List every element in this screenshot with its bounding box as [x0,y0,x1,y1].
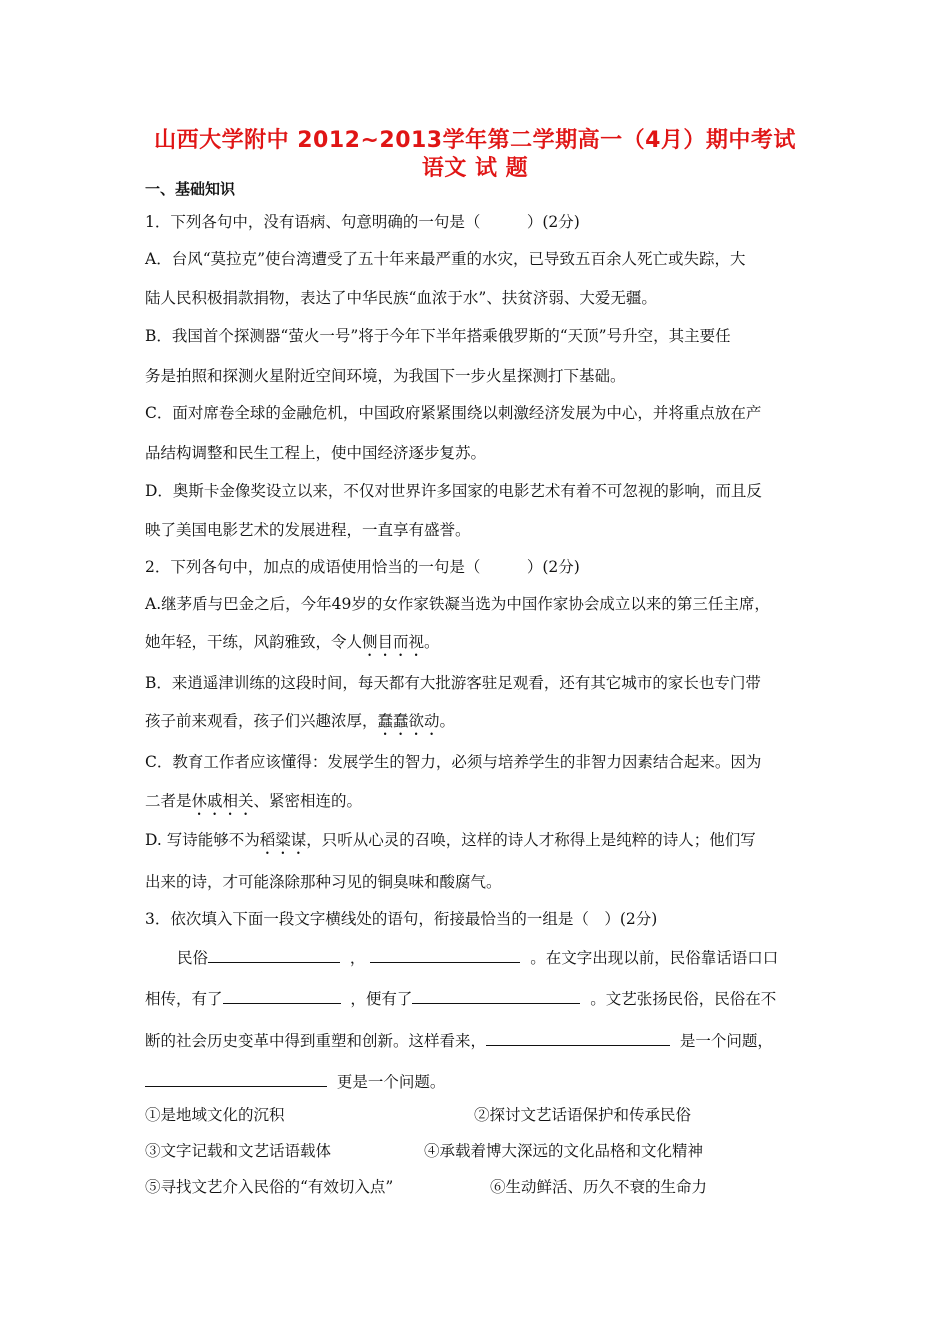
q2-option-b-line2: 孩子前来观看，孩子们兴趣浓厚，蠢蠢欲动。 [145,712,456,730]
fill-blank [486,1029,670,1046]
q3-choice-5: ⑤寻找文艺介入民俗的“有效切入点” [145,1178,394,1196]
q1-stem: 1．下列各句中，没有语病、句意明确的一句是（ ）(2分) [145,213,580,231]
section-heading: 一、基础知识 [145,180,236,198]
q3-choice-3: ③文字记载和文艺话语载体 [145,1142,332,1160]
q3-choice-6: ⑥生动鲜活、历久不衰的生命力 [490,1178,708,1196]
q2-option-a-line1: A.继茅盾与巴金之后，今年49岁的女作家铁凝当选为中国作家协会成立以来的第三任主席， [145,595,770,613]
q1-option-a-line1: A．台风“莫拉克”使台湾遭受了五十年来最严重的水灾，已导致五百余人死亡或失踪，大 [145,250,746,268]
fill-blank [223,987,341,1004]
dotted-idiom: 侧目而视 [362,633,425,651]
q2-option-b-line1: B．来逍遥津训练的这段时间，每天都有大批游客驻足观看，还有其它城市的家长也专门带 [145,674,761,692]
q3-choice-4: ④承载着博大深远的文化品格和文化精神 [424,1142,704,1160]
q1-option-b-line2: 务是拍照和探测火星附近空间环境，为我国下一步火星探测打下基础。 [145,367,626,385]
fill-blank [412,987,580,1004]
q2-option-c-line1: C．教育工作者应该懂得：发展学生的智力，必须与培养学生的非智力因素结合起来。因为 [145,753,762,771]
q1-option-c-line2: 品结构调整和民生工程上，使中国经济逐步复苏。 [145,444,487,462]
q1-option-d-line1: D．奥斯卡金像奖设立以来，不仅对世界许多国家的电影艺术有着不可忽视的影响，而且反 [145,482,762,500]
dotted-idiom: 稻粱谋 [259,831,307,849]
q2-stem: 2．下列各句中，加点的成语使用恰当的一句是（ ）(2分) [145,558,580,576]
q2-option-d-line1: D. 写诗能够不为稻粱谋，只听从心灵的召唤，这样的诗人才称得上是纯粹的诗人；他们写 [145,831,756,849]
exam-title: 山西大学附中 2012~2013学年第二学期高一（4月）期中考试 [154,128,796,153]
q3-passage-line1: 民俗 ， 。在文字出现以前，民俗靠话语口口 [177,946,778,968]
q1-option-a-line2: 陆人民积极捐款捐物，表达了中华民族“血浓于水”、扶贫济弱、大爱无疆。 [145,289,657,307]
q3-choice-2: ②探讨文艺话语保护和传承民俗 [474,1106,692,1124]
dotted-idiom: 蠢蠢欲动 [377,712,440,730]
dotted-idiom: 休戚相关 [191,792,254,810]
q3-passage-line2: 相传，有了 ，便有了 。文艺张扬民俗，民俗在不 [145,987,776,1009]
q1-option-b-line1: B．我国首个探测器“萤火一号”将于今年下半年搭乘俄罗斯的“天顶”号升空，其主要任 [145,327,731,345]
fill-blank [370,946,520,963]
q2-option-a-line2: 她年轻，干练，风韵雅致，令人侧目而视。 [145,633,440,651]
q2-option-d-line2: 出来的诗，才可能涤除那种习见的铜臭味和酸腐气。 [145,873,502,891]
fill-blank [208,946,340,963]
exam-subtitle: 语文 试 题 [421,156,529,181]
q1-option-d-line2: 映了美国电影艺术的发展进程，一直享有盛誉。 [145,521,471,539]
q1-option-c-line1: C．面对席卷全球的金融危机，中国政府紧紧围绕以刺激经济发展为中心，并将重点放在产 [145,404,762,422]
q3-choice-1: ①是地域文化的沉积 [145,1106,285,1124]
q3-passage-line4: 更是一个问题。 [145,1070,445,1092]
q2-option-c-line2: 二者是休戚相关、紧密相连的。 [145,792,363,810]
q3-stem: 3．依次填入下面一段文字横线处的语句，衔接最恰当的一组是（ ）(2分) [145,910,658,928]
fill-blank [145,1070,327,1087]
q3-passage-line3: 断的社会历史变革中得到重塑和创新。这样看来， 是一个问题， [145,1029,773,1051]
